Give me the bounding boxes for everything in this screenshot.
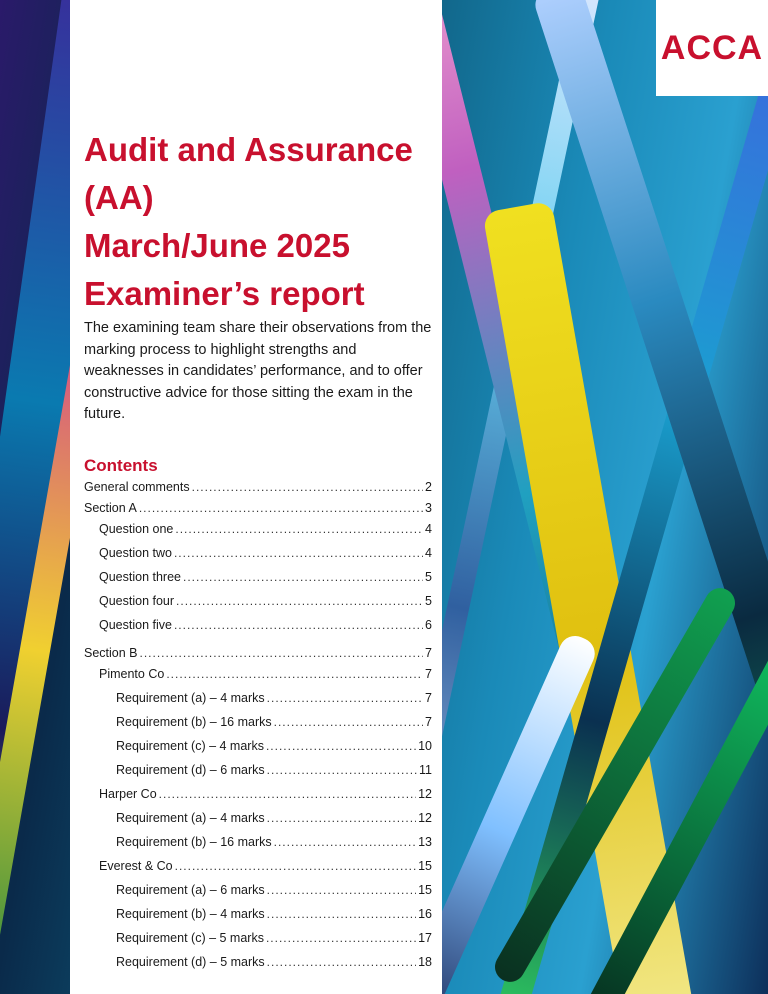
- toc-entry-everest-req-c[interactable]: Requirement (c) – 5 marks ..... 17: [84, 931, 432, 955]
- toc-entry-harper-req-b[interactable]: Requirement (b) – 16 marks ..... 13: [84, 835, 432, 859]
- report-title: [84, 126, 434, 318]
- toc-entry-harper-co[interactable]: Harper Co ..... 12: [84, 787, 432, 811]
- toc-entry-question-three[interactable]: Question three ..... 5: [84, 570, 432, 594]
- toc-entry-everest-req-d[interactable]: Requirement (d) – 5 marks ..... 18: [84, 955, 432, 979]
- intro-paragraph: The examining team share their observations from the marking process to highlight strengths and weaknesses in candidates’ performance, and to offer constructive advice for those sitting the exam in the future.: [84, 320, 432, 422]
- toc-entry-pimento-req-d[interactable]: Requirement (d) – 6 marks ..... 11: [84, 763, 432, 787]
- toc-entry-harper-req-a[interactable]: Requirement (a) – 4 marks ..... 12: [84, 811, 432, 835]
- toc-entry-question-five[interactable]: Question five ..... 6: [84, 618, 432, 642]
- contents-heading: Contents: [84, 456, 158, 475]
- toc-entry-everest-co[interactable]: Everest & Co ..... 15: [84, 859, 432, 883]
- toc-entry-everest-req-a[interactable]: Requirement (a) – 6 marks ..... 15: [84, 883, 432, 907]
- toc-entry-section-b[interactable]: Section B ..... 7: [84, 646, 432, 667]
- toc-entry-pimento-req-b[interactable]: Requirement (b) – 16 marks ..... 7: [84, 715, 432, 739]
- acca-logo: ACCA: [660, 28, 764, 67]
- title-line: Examiner’s report: [84, 275, 365, 312]
- toc-entry-question-four[interactable]: Question four ..... 5: [84, 594, 432, 618]
- toc-entry-everest-req-b[interactable]: Requirement (b) – 4 marks ..... 16: [84, 907, 432, 931]
- toc-entry-general-comments[interactable]: General comments ..... 2: [84, 480, 432, 501]
- title-line: March/June 2025: [84, 227, 350, 264]
- toc-entry-section-a[interactable]: Section A ..... 3: [84, 501, 432, 522]
- toc-entry-pimento-co[interactable]: Pimento Co ..... 7: [84, 667, 432, 691]
- toc-entry-question-two[interactable]: Question two ..... 4: [84, 546, 432, 570]
- toc-entry-pimento-req-c[interactable]: Requirement (c) – 4 marks ..... 10: [84, 739, 432, 763]
- toc-entry-question-one[interactable]: Question one ..... 4: [84, 522, 432, 546]
- title-line: Audit and Assurance: [84, 131, 413, 168]
- logo-area: [656, 0, 768, 96]
- table-of-contents: [84, 480, 432, 979]
- title-line: (AA): [84, 179, 154, 216]
- toc-entry-pimento-req-a[interactable]: Requirement (a) – 4 marks ..... 7: [84, 691, 432, 715]
